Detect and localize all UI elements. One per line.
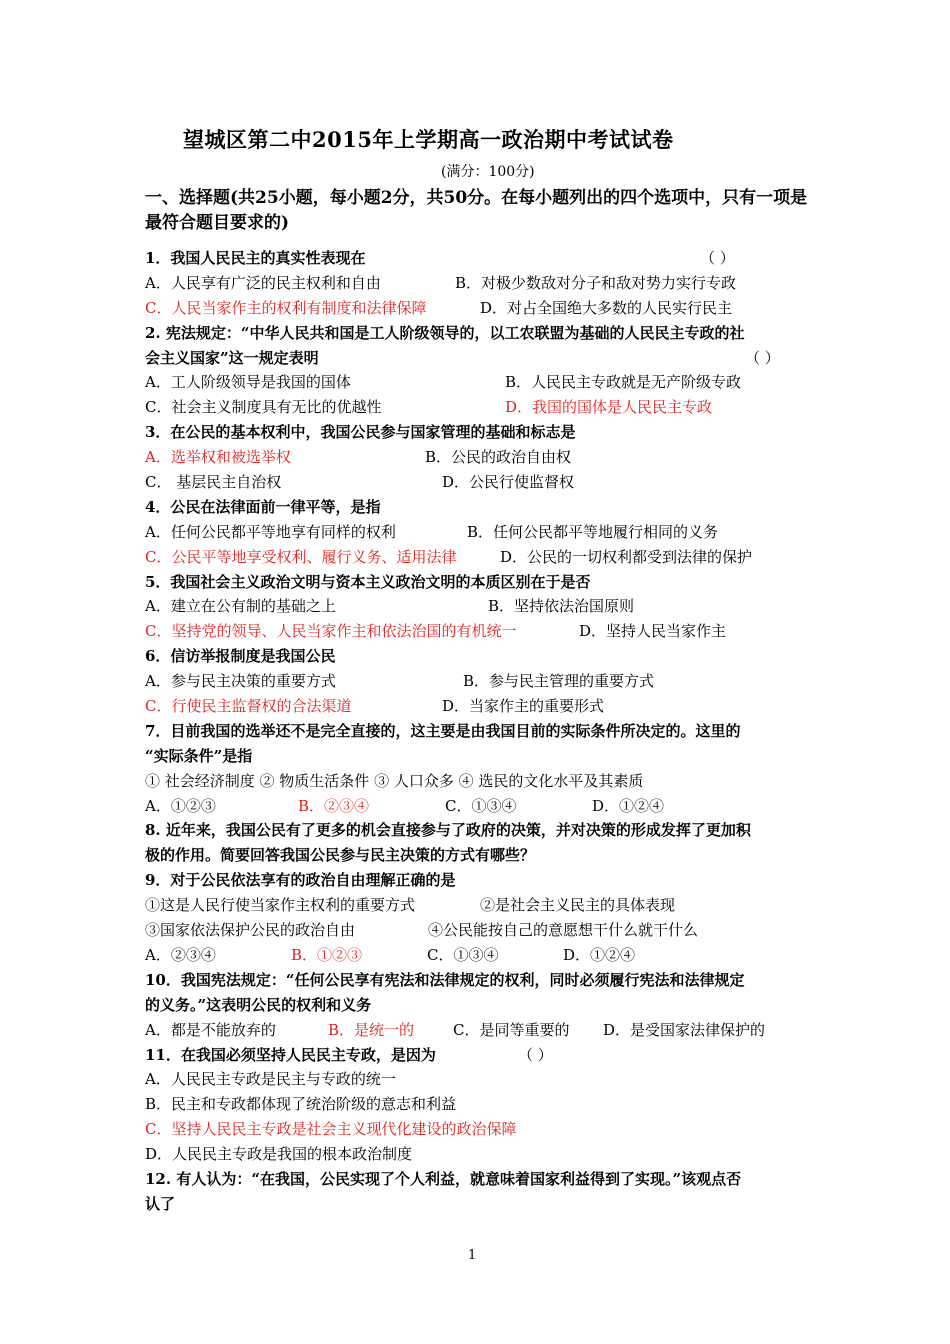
stem-text: 12. 有人认为：“在我国，公民实现了个人利益，就意味着国家利益得到了实现。”该观点否	[145, 1169, 742, 1188]
question-stem	[145, 719, 815, 744]
question-stem	[145, 744, 815, 769]
option-d: D．①②④	[592, 796, 665, 815]
option-c: C． 基层民主自治权	[145, 473, 282, 492]
stem-text: 认了	[145, 1194, 176, 1213]
option-a: A．参与民主决策的重要方式	[145, 672, 336, 691]
option-a: A．工人阶级领导是我国的国体	[145, 373, 351, 392]
option-row	[145, 1092, 815, 1117]
option-d: D．①②④	[563, 945, 636, 964]
option-d: D．当家作主的重要形式	[442, 697, 605, 716]
option-row	[145, 669, 815, 694]
item-list: ① 社会经济制度 ② 物质生活条件 ③ 人口众多 ④ 选民的文化水平及其素质	[145, 771, 644, 790]
score-note: (满分：100分)	[441, 164, 535, 180]
item-2: ②是社会主义民主的具体表现	[480, 896, 676, 915]
option-b: B．是统一的	[328, 1020, 415, 1039]
option-c: C．①③④	[427, 945, 499, 964]
stem-text: 7．目前我国的选举还不是完全直接的，这主要是由我国目前的实际条件所决定的。这里的	[145, 721, 741, 740]
stem-text: 6．信访举报制度是我国公民	[145, 647, 336, 666]
option-d: D．公民的一切权利都受到法律的保护	[500, 547, 753, 566]
stem-text: 1．我国人民民主的真实性表现在	[145, 249, 366, 267]
option-b: B．公民的政治自由权	[425, 448, 572, 467]
answer-paren: （ ）	[518, 1045, 553, 1064]
stem-text: 10．我国宪法规定：“任何公民享有宪法和法律规定的权利，同时必须履行宪法和法律规定	[145, 970, 745, 989]
option-d: D．我国的国体是人民民主专政	[505, 398, 713, 417]
option-c: C．社会主义制度具有无比的优越性	[145, 398, 382, 417]
option-c: C．行使民主监督权的合法渠道	[145, 697, 352, 716]
stem-text: 8. 近年来，我国公民有了更多的机会直接参与了政府的决策，并对决策的形成发挥了更加积	[145, 821, 751, 840]
option-row	[145, 1018, 815, 1043]
option-a: A．都是不能放弃的	[145, 1020, 276, 1039]
question-stem	[145, 644, 815, 669]
option-a: A．①②③	[145, 796, 216, 815]
option-c: C．公民平等地享受权利、履行义务、适用法律	[145, 547, 457, 566]
option-b: B．②③④	[298, 796, 370, 815]
option-a: A．②③④	[145, 945, 216, 964]
option-a: A．建立在公有制的基础之上	[145, 597, 336, 616]
stem-text: 11．在我国必须坚持人民民主专政，是因为	[145, 1045, 436, 1064]
option-row	[145, 470, 815, 495]
section-heading: 一、选择题(共25小题，每小题2分，共50分。在每小题列出的四个选项中，只有一项是最符合题目要求的)	[145, 188, 808, 233]
question-stem	[145, 570, 815, 595]
option-row	[145, 271, 815, 296]
stem-text: 5．我国社会主义政治文明与资本主义政治文明的本质区别在于是否	[145, 572, 591, 591]
question-list	[145, 246, 815, 1217]
option-row	[145, 794, 815, 819]
option-row	[145, 520, 815, 545]
option-row	[145, 1067, 815, 1092]
item-row	[145, 769, 815, 794]
option-d: D．人民民主专政是我国的根本政治制度	[145, 1145, 413, 1164]
page-title: 望城区第二中2015年上学期高一政治期中考试试卷	[183, 127, 674, 152]
option-c: C．是同等重要的	[453, 1020, 570, 1039]
question-stem	[145, 420, 815, 445]
question-stem	[145, 1167, 815, 1192]
stem-text: 极的作用。简要回答我国公民参与民主决策的方式有哪些？	[145, 846, 536, 865]
question-stem	[145, 321, 815, 346]
option-row	[145, 1142, 815, 1167]
answer-paren: （ ）	[745, 348, 780, 367]
option-c: C．坚持人民民主专政是社会主义现代化建设的政治保障	[145, 1120, 517, 1139]
option-a: A．人民享有广泛的民主权利和自由	[145, 273, 381, 292]
option-d: D．对占全国绝大多数的人民实行民主	[480, 298, 733, 317]
option-row	[145, 1117, 815, 1142]
item-row	[145, 893, 815, 918]
question-stem	[145, 495, 815, 520]
stem-text: “实际条件”是指	[145, 746, 253, 765]
option-row	[145, 694, 815, 719]
stem-text: 4．公民在法律面前一律平等，是指	[145, 497, 381, 516]
option-d: D．是受国家法律保护的	[603, 1020, 766, 1039]
option-row	[145, 445, 815, 470]
item-4: ④公民能按自己的意愿想干什么就干什么	[428, 921, 699, 940]
item-row	[145, 918, 815, 943]
answer-paren: （ ）	[700, 249, 735, 267]
option-b: B．人民民主专政就是无产阶级专政	[505, 373, 742, 392]
stem-text: 3．在公民的基本权利中，我国公民参与国家管理的基础和标志是	[145, 423, 576, 442]
question-stem	[145, 868, 815, 893]
option-a: A．任何公民都平等地享有同样的权利	[145, 522, 396, 541]
option-row	[145, 619, 815, 644]
question-stem	[145, 993, 815, 1018]
question-stem	[145, 246, 815, 271]
question-stem	[145, 818, 815, 843]
option-b: B．民主和专政都体现了统治阶级的意志和利益	[145, 1095, 457, 1114]
option-d: D．坚持人民当家作主	[579, 622, 727, 641]
question-stem	[145, 968, 815, 993]
question-stem	[145, 1192, 815, 1217]
option-c: C．坚持党的领导、人民当家作主和依法治国的有机统一	[145, 622, 517, 641]
option-c: C．人民当家作主的权利有制度和法律保障	[145, 298, 427, 317]
question-stem	[145, 346, 815, 371]
option-b: B．任何公民都平等地履行相同的义务	[467, 522, 719, 541]
option-row	[145, 545, 815, 570]
option-d: D．公民行使监督权	[442, 473, 575, 492]
item-3: ③国家依法保护公民的政治自由	[145, 921, 356, 940]
stem-text: 会主义国家”这一规定表明	[145, 348, 319, 367]
stem-text: 9．对于公民依法享有的政治自由理解正确的是	[145, 871, 456, 890]
option-row	[145, 296, 815, 321]
option-row	[145, 594, 815, 619]
item-1: ①这是人民行使当家作主权利的重要方式	[145, 896, 416, 915]
option-a: A．选举权和被选举权	[145, 448, 291, 467]
option-b: B．对极少数敌对分子和敌对势力实行专政	[455, 273, 737, 292]
option-b: B．①②③	[291, 945, 363, 964]
stem-text: 2. 宪法规定：“中华人民共和国是工人阶级领导的，以工农联盟为基础的人民民主专政的社	[145, 323, 745, 342]
question-stem	[145, 843, 815, 868]
option-c: C．①③④	[445, 796, 517, 815]
option-row	[145, 943, 815, 968]
option-a: A．人民民主专政是民主与专政的统一	[145, 1070, 396, 1089]
option-b: B．坚持依法治国原则	[488, 597, 635, 616]
option-row	[145, 370, 815, 395]
question-stem	[145, 1043, 815, 1068]
option-b: B．参与民主管理的重要方式	[463, 672, 655, 691]
option-row	[145, 395, 815, 420]
page-number: 1	[468, 1248, 477, 1263]
stem-text: 的义务。”这表明公民的权利和义务	[145, 995, 372, 1014]
